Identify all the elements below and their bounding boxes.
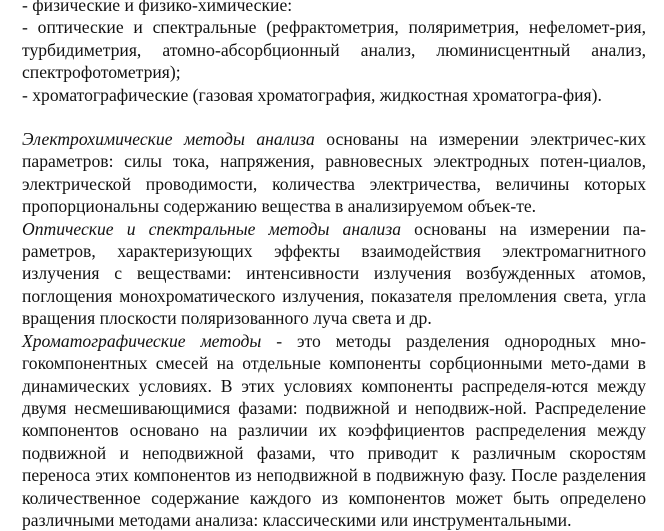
list-item-chromatographic-methods: - хроматографические (газовая хроматография, жидкостная хроматогра-фия). — [22, 84, 602, 105]
term-chromatographic: Хроматографические методы — [22, 330, 262, 351]
paragraph-electrochemical-text: основаны на измерении электричес-ких параметров: силы тока, напряжения, равновесных электродных потен-циалов, электрической проводимости, количества электричества, величины которых пропорциональны содержанию вещества в анализируемом объек-те. — [22, 129, 646, 217]
paragraph-electrochemical — [22, 128, 646, 218]
paragraph-chromatographic — [22, 330, 646, 531]
term-optical: Оптические и спектральные методы анализа — [22, 218, 401, 239]
paragraph-optical — [22, 218, 646, 330]
document-page — [22, 0, 646, 531]
list-item-optical-methods: - оптические и спектральные (рефрактометрия, поляриметрия, нефеломет-рия, турбидиметрия, атомно-абсорбционный анализ, люминисцентный анализ, спектрофотометрия); — [22, 17, 646, 83]
list-item-physical: - физические и физико-химические: — [22, 0, 293, 15]
paragraph-optical-text: основаны на измерении па-раметров, характеризующих эффекты взаимодействия электромагнитного излучения с веществами: интенсивности излучения возбужденных атомов, поглощения монохроматического излучения, показателя преломления света, угла вращения плоскости поляризованного луча света и др. — [22, 218, 646, 329]
paragraph-gap — [22, 106, 646, 128]
term-electrochemical: Электрохимические методы анализа — [22, 129, 315, 150]
paragraph-chromatographic-text: - это методы разделения однородных мно-гокомпонентных смесей на отдельные компоненты сорбционными мето-дами в динамических условиях. В этих условиях компоненты распределя-ются между двумя несмешивающимися фазами: подвижной и неподвиж-ной. Распределение компонентов основано на различии их коэффициентов распределения между подвижной и неподвижной фазами, что приводит к различным скоростям переноса этих компонентов из неподвижной в подвижную фазу. После разделения количественное содержание каждого из компонентов может быть определено различными методами анализа: классическими или инструментальными. — [22, 330, 646, 530]
